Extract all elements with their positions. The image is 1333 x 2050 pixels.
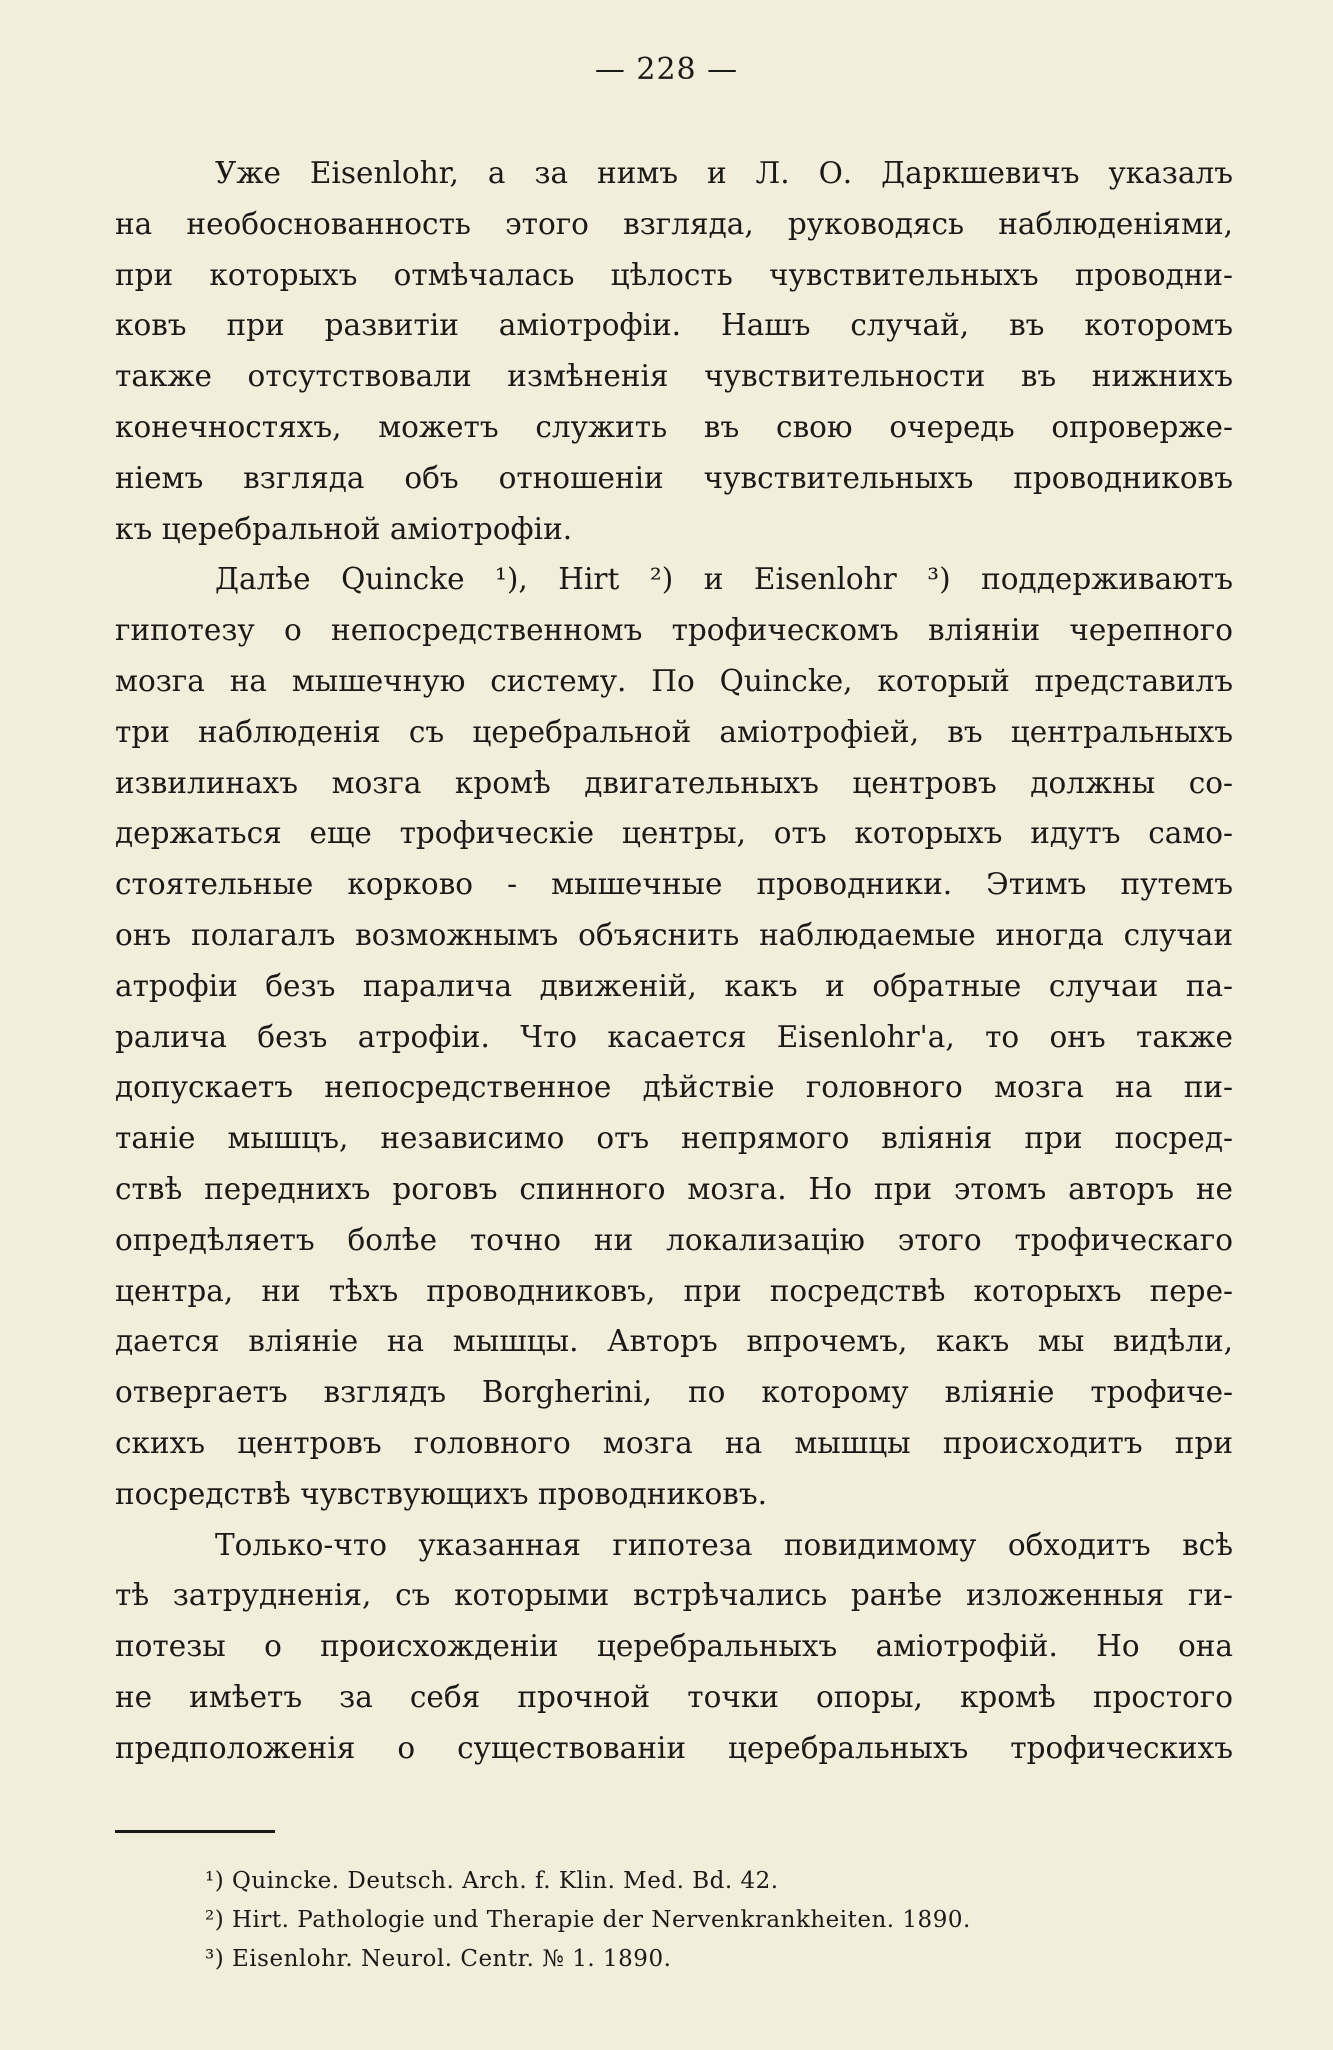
text-line: Далѣе Quincke ¹), Hirt ²) и Eisenlohr ³) поддерживаютъ [215,562,1233,597]
text-line: не имѣетъ за себя прочной точки опоры, кромѣ простого [115,1679,1233,1714]
text-line: ствѣ переднихъ роговъ спинного мозга. Но при этомъ авторъ не [115,1171,1233,1206]
body-text [115,148,1233,1774]
text-line: опредѣляетъ болѣе точно ни локализацію этого трофическаго [115,1222,1233,1257]
text-line: тѣ затрудненія, съ которыми встрѣчались ранѣе изложенныя ги- [115,1578,1233,1613]
text-line: держаться еще трофическіе центры, отъ которыхъ идутъ само- [115,816,1233,851]
text-line: дается вліяніе на мышцы. Авторъ впрочемъ, какъ мы видѣли, [115,1324,1233,1359]
text-line: гипотезу о непосредственномъ трофическомъ вліяніи черепного [115,613,1233,648]
text-line: ніемъ взгляда объ отношеніи чувствительныхъ проводниковъ [115,460,1233,495]
text-line: посредствѣ чувствующихъ проводниковъ. [115,1476,768,1511]
footnote-1: ¹) Quincke. Deutsch. Arch. f. Klin. Med. Bd. 42. [205,1868,779,1894]
text-line: потезы о происхожденіи церебральныхъ аміотрофій. Но она [115,1629,1233,1664]
text-line: стоятельные корково - мышечные проводники. Этимъ путемъ [115,867,1233,902]
text-line: отвергаетъ взглядъ Borgherini, по которому вліяніе трофиче- [115,1375,1233,1410]
text-line: онъ полагалъ возможнымъ объяснить наблюдаемые иногда случаи [115,917,1233,952]
text-line: ковъ при развитіи аміотрофіи. Нашъ случай, въ которомъ [115,308,1233,343]
text-line: конечностяхъ, можетъ служить въ свою очередь опроверже- [115,409,1233,444]
text-line: Уже Eisenlohr, а за нимъ и Л. О. Даркшевичъ указалъ [215,156,1233,190]
text-line: мозга на мышечную систему. По Quincke, который представилъ [115,663,1233,698]
text-line: къ церебральной аміотрофіи. [115,511,573,546]
footnotes [205,1862,1205,1979]
text-line: три наблюденія съ церебральной аміотрофіей, въ центральныхъ [115,714,1233,749]
text-line: извилинахъ мозга кромѣ двигательныхъ центровъ должны со- [115,765,1233,800]
text-line: при которыхъ отмѣчалась цѣлость чувствительныхъ проводни- [115,257,1233,292]
footnote-3: ³) Eisenlohr. Neurol. Centr. № 1. 1890. [205,1946,672,1972]
text-line: атрофіи безъ паралича движеній, какъ и обратные случаи па- [115,968,1233,1003]
text-line: центра, ни тѣхъ проводниковъ, при посредствѣ которыхъ пере- [115,1273,1233,1308]
text-line: скихъ центровъ головного мозга на мышцы происходитъ при [115,1425,1233,1460]
text-line: на необоснованность этого взгляда, руководясь наблюденіями, [115,206,1233,241]
page-number: — 228 — [594,52,739,87]
footnote-divider [115,1830,275,1833]
text-line: также отсутствовали измѣненія чувствительности въ нижнихъ [115,359,1233,394]
text-line: Только-что указанная гипотеза повидимому обходитъ всѣ [215,1527,1233,1562]
text-line: таніе мышцъ, независимо отъ непрямого вліянія при посред- [115,1121,1233,1156]
text-line: предположенія о существованіи церебральныхъ трофическихъ [115,1730,1233,1765]
text-line: ралича безъ атрофіи. Что касается Eisenlohr'а, то онъ также [115,1019,1233,1054]
footnote-2: ²) Hirt. Pathologie und Therapie der Nervenkrankheiten. 1890. [205,1907,971,1933]
text-line: допускаетъ непосредственное дѣйствіе головного мозга на пи- [115,1070,1233,1105]
